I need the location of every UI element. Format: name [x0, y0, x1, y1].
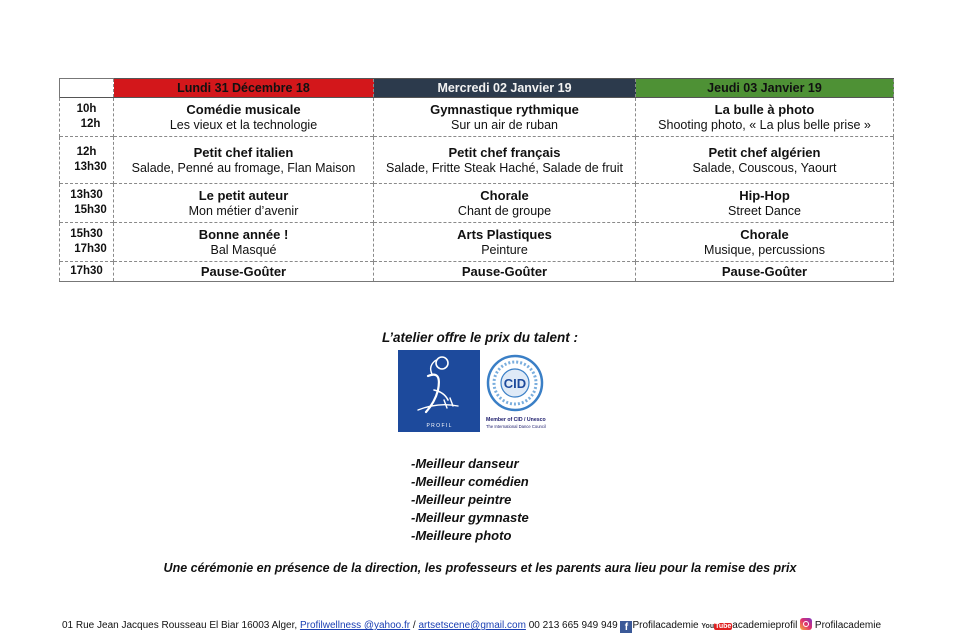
dancer-icon — [398, 350, 480, 432]
activity-title: Comédie musicale — [186, 101, 301, 117]
activity-subtitle: Peinture — [481, 242, 528, 257]
day-header-thursday: Jeudi 03 Janvier 19 — [636, 79, 894, 98]
cid-logo-text: CID — [503, 376, 527, 391]
time-start: 17h30 — [70, 265, 103, 277]
activity-title: Petit chef algérien — [708, 144, 821, 160]
activity-cell — [114, 184, 374, 223]
cid-emblem-icon — [484, 350, 564, 434]
time-start: 10h — [76, 103, 97, 115]
schedule-header-row — [60, 79, 894, 98]
header-blank-cell — [60, 79, 114, 98]
instagram-icon — [800, 618, 812, 630]
activity-subtitle: Salade, Penné au fromage, Flan Maison — [131, 160, 356, 175]
time-slot — [60, 137, 114, 184]
activity-subtitle: Mon métier d’avenir — [188, 203, 299, 218]
activity-title: Hip-Hop — [739, 187, 790, 203]
table-row — [60, 184, 894, 223]
activity-cell — [114, 262, 374, 282]
activity-cell — [636, 184, 894, 223]
activity-title: Petit chef italien — [193, 144, 294, 160]
cid-caption-2: The International Dance Council — [486, 424, 546, 429]
offer-title: L’atelier offre le prix du talent : — [381, 330, 579, 345]
time-start: 12h — [76, 146, 97, 158]
activity-subtitle: Bal Masqué — [210, 242, 277, 257]
youtube-handle[interactable]: academieprofil — [732, 620, 798, 631]
email-link-2[interactable]: artsetscene@gmail.com — [418, 620, 526, 631]
activity-subtitle: Street Dance — [728, 203, 801, 218]
time-slot — [60, 98, 114, 137]
cid-caption-1: Member of CID / Unesco — [486, 417, 546, 423]
activity-title: Bonne année ! — [198, 226, 289, 242]
logos — [398, 350, 564, 434]
time-slot — [60, 223, 114, 262]
list-item: -Meilleur danseur — [411, 456, 519, 471]
table-row — [60, 223, 894, 262]
activity-title: Chorale — [480, 187, 529, 203]
activity-cell — [636, 98, 894, 137]
activity-cell — [374, 262, 636, 282]
activity-title: Chorale — [740, 226, 789, 242]
footer-separator: / — [412, 620, 416, 631]
activity-title: Arts Plastiques — [457, 226, 552, 242]
table-row — [60, 137, 894, 184]
activity-cell — [636, 137, 894, 184]
table-row — [60, 98, 894, 137]
footer — [62, 618, 881, 633]
activity-title: Pause-Goûter — [461, 263, 548, 279]
time-slot — [60, 262, 114, 282]
activity-title: Pause-Goûter — [200, 263, 287, 279]
footer-phone: 00 213 665 949 949 — [528, 620, 618, 631]
activity-cell — [374, 137, 636, 184]
profil-logo — [398, 350, 480, 432]
activity-subtitle: Sur un air de ruban — [450, 117, 558, 132]
day-header-wednesday: Mercredi 02 Janvier 19 — [374, 79, 636, 98]
time-start: 15h30 — [70, 228, 103, 240]
activity-subtitle: Salade, Couscous, Yaourt — [692, 160, 837, 175]
youtube-icon — [701, 623, 732, 630]
list-item: -Meilleur comédien — [411, 474, 529, 489]
activity-cell — [114, 223, 374, 262]
instagram-handle[interactable]: Profilacademie — [814, 620, 882, 631]
day-header-monday: Lundi 31 Décembre 18 — [114, 79, 374, 98]
activity-cell — [114, 98, 374, 137]
youtube-tube: Tube — [715, 623, 732, 630]
profil-logo-text: P R O F I L — [426, 423, 452, 429]
table-row — [60, 262, 894, 282]
activity-title: Pause-Goûter — [721, 263, 808, 279]
list-item: -Meilleur gymnaste — [411, 510, 529, 525]
activity-cell — [374, 184, 636, 223]
activity-subtitle: Shooting photo, « La plus belle prise » — [658, 117, 871, 132]
list-item: -Meilleure photo — [411, 528, 512, 543]
ceremony-text: Une cérémonie en présence de la direction, les professeurs et les parents aura lieu pour la remise des prix — [163, 561, 797, 575]
youtube-you: You — [701, 623, 715, 630]
list-item: -Meilleur peintre — [411, 492, 512, 507]
activity-cell — [636, 223, 894, 262]
activity-cell — [636, 262, 894, 282]
activity-subtitle: Chant de groupe — [457, 203, 552, 218]
activity-cell — [374, 223, 636, 262]
time-slot — [60, 184, 114, 223]
activity-cell — [374, 98, 636, 137]
activity-title: La bulle à photo — [714, 101, 815, 117]
activity-title: Gymnastique rythmique — [430, 101, 579, 117]
activity-subtitle: Musique, percussions — [704, 242, 825, 257]
activity-cell — [114, 137, 374, 184]
activity-title: Petit chef français — [448, 144, 561, 160]
time-end: 17h30 — [74, 243, 107, 255]
time-end: 13h30 — [74, 161, 107, 173]
time-end: 15h30 — [74, 204, 107, 216]
footer-address: 01 Rue Jean Jacques Rousseau El Biar 16003 Alger, — [62, 620, 298, 631]
activity-subtitle: Salade, Fritte Steak Haché, Salade de fruit — [386, 160, 623, 175]
prize-list — [411, 455, 529, 545]
email-link-1[interactable]: Profilwellness @yahoo.fr — [299, 620, 411, 631]
schedule-table — [59, 78, 894, 282]
activity-title: Le petit auteur — [198, 187, 289, 203]
time-start: 13h30 — [70, 189, 103, 201]
time-end: 12h — [80, 118, 101, 130]
activity-subtitle: Les vieux et la technologie — [169, 117, 318, 132]
cid-logo — [484, 350, 564, 434]
facebook-icon: f — [620, 621, 632, 633]
facebook-handle[interactable]: Profilacademie — [632, 620, 699, 631]
